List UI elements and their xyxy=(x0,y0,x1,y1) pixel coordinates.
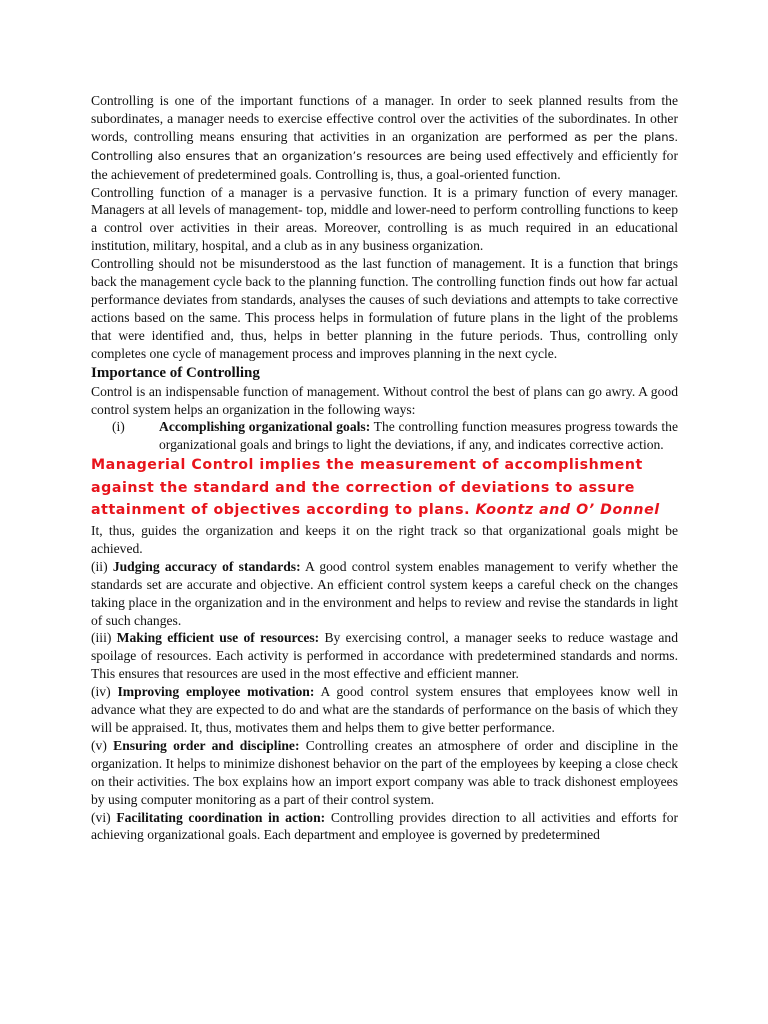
list-item-title: Facilitating coordination in action: xyxy=(116,809,326,825)
paragraph-last-function: Controlling should not be misunderstood as the last function of management. It is a function that brings back the management cycle back to the planning function. The controlling function finds out how far actual performance deviates from standards, analyses the causes of such deviations and attempts to take corrective actions based on the same. This process helps in formulation of future plans in the light of the problems that were identified and, thus, helps in better planning in the future periods. Thus, controlling only completes one cycle of management process and improves planning in the next cycle. xyxy=(91,256,678,361)
list-item-standards: (ii) Judging accuracy of standards: A good control system enables management to verify whether the standards set are accurate and objective. An efficient control system keeps a careful check on the changes taking place in the organization and in the environment and helps to review and revise the standards in light of such changes. xyxy=(91,558,678,628)
list-item-title: Making efficient use of resources: xyxy=(116,630,320,646)
list-item-title: Improving employee motivation: xyxy=(117,684,315,700)
list-item-motivation: (iv) Improving employee motivation: A good control system ensures that employees know well in advance what they are expected to do and what are the standards of performance on the basis of which they will be appraised. It, thus, motivates them and helps them to give better performance. xyxy=(91,684,678,735)
list-item-title: Accomplishing organizational goals: xyxy=(159,419,371,435)
paragraph-importance-intro: Control is an indispensable function of management. Without control the best of plans can go awry. A good control system helps an organization in the following ways: xyxy=(91,383,678,417)
list-item-discipline: (v) Ensuring order and discipline: Controlling creates an atmosphere of order and discipline in the organization. It helps to minimize dishonest behavior on the part of the employees by keeping a close check on their activities. The box explains how an import export company was able to track dishonest employees by using computer monitoring as a part of their control system. xyxy=(91,737,678,807)
list-item-resources: (iii) Making efficient use of resources: By exercising control, a manager seeks to reduce wastage and spoilage of resources. Each activity is performed in accordance with predetermined standards and norms. This ensures that resources are used in the most effective and efficient manner. xyxy=(91,630,678,682)
document-page xyxy=(91,92,678,844)
list-item-coordination: (vi) Facilitating coordination in action: Controlling provides direction to all activities and efforts for achieving organizational goals. Each department and employee is governed by predetermined xyxy=(91,809,679,843)
list-item-title: Ensuring order and discipline: xyxy=(113,737,300,753)
paragraph-pervasive: Controlling function of a manager is a pervasive function. It is a primary function of every manager. Managers at all levels of management- top, middle and lower-need to perform controlling functions to keep a control over activities in their areas. Moreover, controlling is as much required in an educational institution, military, hospital, and a club as in any business organization. xyxy=(91,184,678,254)
section-heading: Importance of Controlling xyxy=(91,364,260,381)
quote-author: Koontz and O’ Donnel xyxy=(475,502,660,519)
highlighted-quote: Managerial Control implies the measurement of accomplishment against the standard and the correction of deviations to assure attainment of objectives according to plans. Koontz and O’ Donnel xyxy=(91,457,660,519)
paragraph-after-quote: It, thus, guides the organization and keeps it on the right track so that organizational goals might be achieved. xyxy=(91,523,678,556)
list-item-goals: (i) Accomplishing organizational goals: The controlling function measures progress towards the organizational goals and brings to light the deviations, if any, and indicates corrective action. xyxy=(91,418,678,454)
paragraph-intro: Controlling is one of the important functions of a manager. In order to seek planned results from the subordinates, a manager needs to exercise effective control over the activities of the subordinates. In other words, controlling means ensuring that activities in an organization are performed as per the plans. Controlling also ensures that an organization’s resources are being used effectively and efficiently for the achievement of predetermined goals. Controlling is, thus, a goal-oriented function. xyxy=(91,93,678,182)
list-number: (i) xyxy=(112,419,125,435)
list-item-title: Judging accuracy of standards: xyxy=(112,558,301,574)
